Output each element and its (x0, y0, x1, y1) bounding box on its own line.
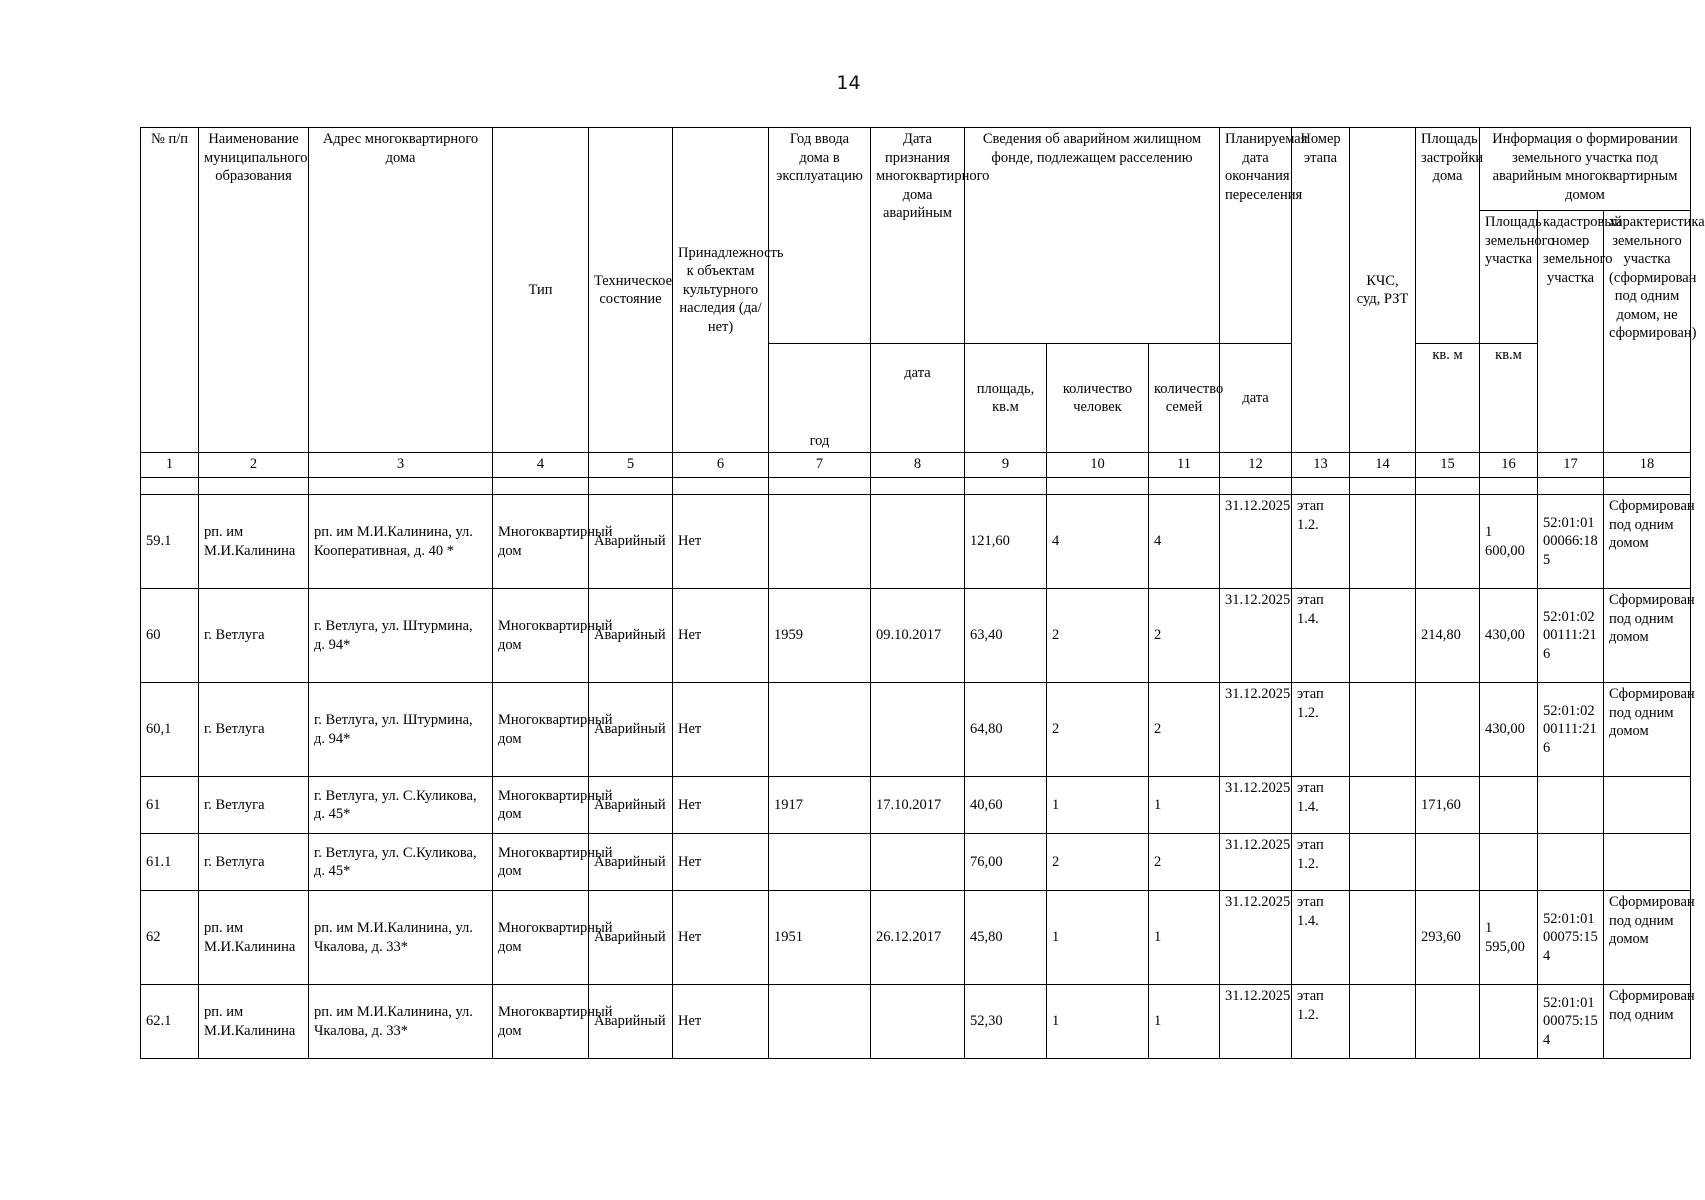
families: 1 (1149, 777, 1220, 834)
heritage: Нет (673, 985, 769, 1059)
column-number: 2 (199, 453, 309, 478)
families: 2 (1149, 683, 1220, 777)
cadastral-number (1538, 834, 1604, 891)
header-group-16-18: Информация о формировании земельного участка под аварийным многоквартирным домом (1480, 128, 1691, 211)
header-unit-10: количество человек (1047, 344, 1149, 453)
column-number: 17 (1538, 453, 1604, 478)
address: г. Ветлуга, ул. С.Куликова, д. 45* (309, 777, 493, 834)
header-col-14: КЧС, суд, РЗТ (1350, 128, 1416, 453)
area: 64,80 (965, 683, 1047, 777)
emergency-date: 09.10.2017 (871, 589, 965, 683)
families: 4 (1149, 495, 1220, 589)
area: 121,60 (965, 495, 1047, 589)
land-characteristic: Сформирован под одним домом (1604, 495, 1691, 589)
cadastral-number: 52:01:0100066:185 (1538, 495, 1604, 589)
people: 2 (1047, 834, 1149, 891)
heritage: Нет (673, 495, 769, 589)
technical-state: Аварийный (589, 985, 673, 1059)
spacer-row (141, 478, 1691, 495)
land-characteristic (1604, 834, 1691, 891)
emergency-date (871, 495, 965, 589)
families: 1 (1149, 891, 1220, 985)
row-number: 61 (141, 777, 199, 834)
heritage: Нет (673, 589, 769, 683)
stage: этап 1.2. (1292, 985, 1350, 1059)
header-col-3: Адрес многоквартирного дома (309, 128, 493, 453)
header-unit-15: кв. м (1416, 344, 1480, 453)
house-type: Многоквартирный дом (493, 891, 589, 985)
commission-year (769, 495, 871, 589)
area: 76,00 (965, 834, 1047, 891)
table-row (141, 589, 1691, 683)
area: 52,30 (965, 985, 1047, 1059)
row-number: 61.1 (141, 834, 199, 891)
people: 2 (1047, 589, 1149, 683)
area: 63,40 (965, 589, 1047, 683)
row-number: 62 (141, 891, 199, 985)
header-col-1: № п/п (141, 128, 199, 453)
stage: этап 1.4. (1292, 589, 1350, 683)
cadastral-number: 52:01:0100075:154 (1538, 891, 1604, 985)
cadastral-number (1538, 777, 1604, 834)
build-area (1416, 683, 1480, 777)
emergency-date (871, 834, 965, 891)
land-area: 430,00 (1480, 589, 1538, 683)
land-characteristic (1604, 777, 1691, 834)
header-col-13: Номер этапа (1292, 128, 1350, 453)
build-area: 293,60 (1416, 891, 1480, 985)
heritage: Нет (673, 891, 769, 985)
column-number-row (141, 453, 1691, 478)
land-area (1480, 777, 1538, 834)
stage: этап 1.2. (1292, 683, 1350, 777)
column-number: 7 (769, 453, 871, 478)
emergency-date (871, 683, 965, 777)
kchs (1350, 589, 1416, 683)
column-number: 16 (1480, 453, 1538, 478)
planned-date: 31.12.2025 (1220, 777, 1292, 834)
header-col-18: характеристика земельного участка (сформирован под одним домом, не сформирован) (1604, 211, 1691, 453)
planned-date: 31.12.2025 (1220, 834, 1292, 891)
commission-year: 1959 (769, 589, 871, 683)
emergency-housing-table (140, 127, 1705, 1059)
column-number: 15 (1416, 453, 1480, 478)
page-number: 14 (836, 72, 861, 94)
land-characteristic: Сформирован под одним домом (1604, 589, 1691, 683)
column-number: 5 (589, 453, 673, 478)
technical-state: Аварийный (589, 683, 673, 777)
address: рп. им М.И.Калинина, ул. Чкалова, д. 33* (309, 891, 493, 985)
commission-year (769, 683, 871, 777)
kchs (1350, 683, 1416, 777)
municipality: рп. им М.И.Калинина (199, 891, 309, 985)
emergency-date (871, 985, 965, 1059)
technical-state: Аварийный (589, 777, 673, 834)
land-characteristic: Сформирован под одним домом (1604, 683, 1691, 777)
header-col-7: Год ввода дома в эксплуатацию (769, 128, 871, 344)
build-area (1416, 495, 1480, 589)
people: 2 (1047, 683, 1149, 777)
land-area (1480, 834, 1538, 891)
land-area: 1 600,00 (1480, 495, 1538, 589)
build-area (1416, 834, 1480, 891)
area: 45,80 (965, 891, 1047, 985)
people: 1 (1047, 777, 1149, 834)
planned-date: 31.12.2025 (1220, 589, 1292, 683)
column-number: 4 (493, 453, 589, 478)
land-characteristic: Сформирован под одним (1604, 985, 1691, 1059)
table-row (141, 834, 1691, 891)
column-number: 3 (309, 453, 493, 478)
house-type: Многоквартирный дом (493, 985, 589, 1059)
heritage: Нет (673, 834, 769, 891)
address: г. Ветлуга, ул. С.Куликова, д. 45* (309, 834, 493, 891)
header-unit-8: дата (871, 344, 965, 453)
header-unit-9: площадь, кв.м (965, 344, 1047, 453)
municipality: рп. им М.И.Калинина (199, 495, 309, 589)
commission-year: 1951 (769, 891, 871, 985)
families: 2 (1149, 834, 1220, 891)
house-type: Многоквартирный дом (493, 683, 589, 777)
column-number: 10 (1047, 453, 1149, 478)
row-number: 62.1 (141, 985, 199, 1059)
address: рп. им М.И.Калинина, ул. Чкалова, д. 33* (309, 985, 493, 1059)
table-header (141, 128, 1705, 495)
kchs (1350, 777, 1416, 834)
column-number: 6 (673, 453, 769, 478)
column-number: 12 (1220, 453, 1292, 478)
land-area (1480, 985, 1538, 1059)
house-type: Многоквартирный дом (493, 589, 589, 683)
house-type: Многоквартирный дом (493, 495, 589, 589)
technical-state: Аварийный (589, 495, 673, 589)
build-area: 214,80 (1416, 589, 1480, 683)
column-number: 1 (141, 453, 199, 478)
table-row (141, 891, 1691, 985)
cadastral-number: 52:01:0200111:216 (1538, 683, 1604, 777)
row-number: 59.1 (141, 495, 199, 589)
people: 4 (1047, 495, 1149, 589)
stage: этап 1.2. (1292, 834, 1350, 891)
header-unit-12: дата (1220, 344, 1292, 453)
kchs (1350, 985, 1416, 1059)
row-number: 60 (141, 589, 199, 683)
commission-year (769, 985, 871, 1059)
kchs (1350, 891, 1416, 985)
technical-state: Аварийный (589, 834, 673, 891)
municipality: рп. им М.И.Калинина (199, 985, 309, 1059)
header-unit-11: количество семей (1149, 344, 1220, 453)
table-row (141, 985, 1691, 1059)
header-col-6: Принадлежность к объектам культурного наследия (да/нет) (673, 128, 769, 453)
commission-year: 1917 (769, 777, 871, 834)
header-col-16: Площадь земельного участка (1480, 211, 1538, 344)
people: 1 (1047, 985, 1149, 1059)
kchs (1350, 495, 1416, 589)
address: г. Ветлуга, ул. Штурмина, д. 94* (309, 683, 493, 777)
address: г. Ветлуга, ул. Штурмина, д. 94* (309, 589, 493, 683)
header-col-4: Тип (493, 128, 589, 453)
planned-date: 31.12.2025 (1220, 495, 1292, 589)
table-row (141, 777, 1691, 834)
column-number: 13 (1292, 453, 1350, 478)
column-number: 18 (1604, 453, 1691, 478)
stage: этап 1.2. (1292, 495, 1350, 589)
emergency-date: 17.10.2017 (871, 777, 965, 834)
land-area: 430,00 (1480, 683, 1538, 777)
planned-date: 31.12.2025 (1220, 985, 1292, 1059)
municipality: г. Ветлуга (199, 589, 309, 683)
header-col-12: Планируемая дата окончания переселения (1220, 128, 1292, 344)
families: 1 (1149, 985, 1220, 1059)
header-unit-16: кв.м (1480, 344, 1538, 453)
header-col-8: Дата признания многоквартирного дома аварийным (871, 128, 965, 344)
land-characteristic: Сформирован под одним домом (1604, 891, 1691, 985)
column-number: 11 (1149, 453, 1220, 478)
land-area: 1 595,00 (1480, 891, 1538, 985)
cadastral-number: 52:01:0100075:154 (1538, 985, 1604, 1059)
build-area (1416, 985, 1480, 1059)
stage: этап 1.4. (1292, 891, 1350, 985)
planned-date: 31.12.2025 (1220, 683, 1292, 777)
planned-date: 31.12.2025 (1220, 891, 1292, 985)
column-number: 14 (1350, 453, 1416, 478)
people: 1 (1047, 891, 1149, 985)
municipality: г. Ветлуга (199, 834, 309, 891)
house-type: Многоквартирный дом (493, 834, 589, 891)
emergency-date: 26.12.2017 (871, 891, 965, 985)
house-type: Многоквартирный дом (493, 777, 589, 834)
table-row (141, 495, 1691, 589)
header-col-5: Техническое состояние (589, 128, 673, 453)
cadastral-number: 52:01:0200111:216 (1538, 589, 1604, 683)
municipality: г. Ветлуга (199, 777, 309, 834)
municipality: г. Ветлуга (199, 683, 309, 777)
kchs (1350, 834, 1416, 891)
heritage: Нет (673, 683, 769, 777)
row-number: 60,1 (141, 683, 199, 777)
technical-state: Аварийный (589, 589, 673, 683)
column-number: 9 (965, 453, 1047, 478)
column-number: 8 (871, 453, 965, 478)
table-body (141, 495, 1695, 1059)
area: 40,60 (965, 777, 1047, 834)
address: рп. им М.И.Калинина, ул. Кооперативная, д. 40 * (309, 495, 493, 589)
header-group-9-11: Сведения об аварийном жилищном фонде, подлежащем расселению (965, 128, 1220, 344)
header-col-17: кадастровый номер земельного участка (1538, 211, 1604, 453)
technical-state: Аварийный (589, 891, 673, 985)
header-col-2: Наименование муниципального образования (199, 128, 309, 453)
commission-year (769, 834, 871, 891)
stage: этап 1.4. (1292, 777, 1350, 834)
header-unit-7: год (769, 344, 871, 453)
build-area: 171,60 (1416, 777, 1480, 834)
heritage: Нет (673, 777, 769, 834)
header-col-15: Площадь застройки дома (1416, 128, 1480, 344)
table-row (141, 683, 1691, 777)
families: 2 (1149, 589, 1220, 683)
